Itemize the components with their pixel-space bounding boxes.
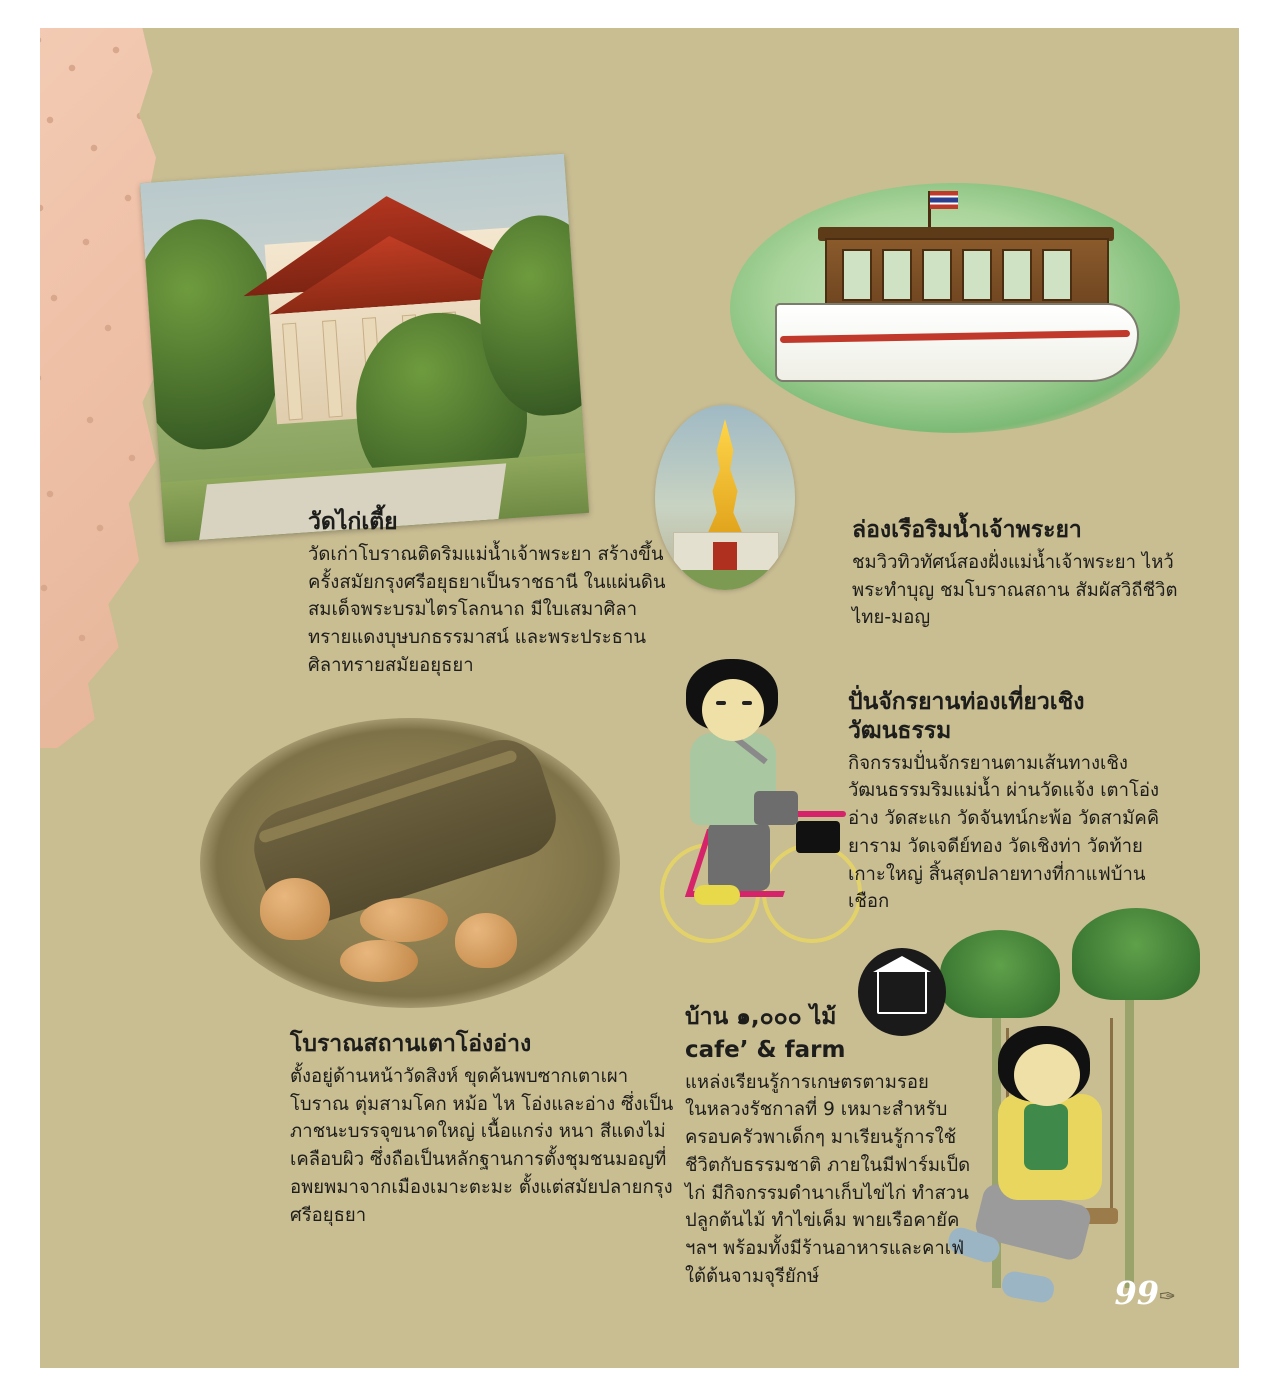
- boat-window: [962, 249, 992, 301]
- pottery-illustration: [200, 718, 620, 1008]
- section-body: ตั้งอยู่ด้านหน้าวัดสิงห์ ขุดค้นพบซากเตาเผาโบราณ ตุ่มสามโคก หม้อ ไห โอ่งและอ่าง ซึ่งเป็นภาชนะบรรจุขนาดใหญ่ เนื้อแกร่ง หนา สีแดงไม่เคลือบผิว ซึ่งถือเป็นหลักฐานการตั้งชุมชนมอญที่อพยพมาจากเมืองเมาะตะมะ ตั้งแต่สมัยปลายกรุงศรีอยุธยา: [290, 1065, 674, 1226]
- boat-window: [882, 249, 912, 301]
- rider-shoe: [694, 885, 740, 905]
- section-body: ชมวิวทิวทัศน์สองฝั่งแม่น้ำเจ้าพระยา ไหว้พระทำบุญ ชมโบราณสถาน สัมผัสวิถีชีวิตไทย-มอญ: [852, 551, 1178, 629]
- page-canvas: [40, 28, 1239, 1368]
- rider-leg: [708, 821, 770, 891]
- section-title: วัดไก่เตี้ย: [308, 509, 398, 535]
- section-body: กิจกรรมปั่นจักรยานตามเส้นทางเชิงวัฒนธรรมริมแม่น้ำ ผ่านวัดแจ้ง เตาโอ่งอ่าง วัดสะแก วัดจันทน์กะพ้อ วัดสามัคคิยาราม วัดเจดีย์ทอง วัดเชิงท่า วัดท้ายเกาะใหญ่ สิ้นสุดปลายทางที่กาแฟบ้านเชือก: [848, 752, 1160, 913]
- section-title-line1: บ้าน ๑,๐๐๐ ไม้: [685, 1004, 837, 1030]
- boat-window: [1002, 249, 1032, 301]
- section-title: ปั่นจักรยานท่องเที่ยวเชิงวัฒนธรรม: [848, 689, 1085, 744]
- section-body: แหล่งเรียนรู้การเกษตรตามรอยในหลวงรัชกาลที่ 9 เหมาะสำหรับครอบครัวพาเด็กๆ มาเรียนรู้การใช้ชีวิตกับธรรมชาติ ภายในมีฟาร์มเป็ด ไก่ มีกิจกรรมดำนาเก็บไข่ไก่ ทำสวนปลูกต้นไม้ ทำไข่เค็ม พายเรือคายัค ฯลฯ พร้อมทั้งมีร้านอาหารและคาเฟ่ใต้ต้นจามจุรียักษ์: [685, 1071, 971, 1287]
- tree-leaves: [1072, 908, 1200, 1000]
- section-title: โบราณสถานเตาโอ่งอ่าง: [290, 1031, 532, 1057]
- section-cultural-cycling: [848, 688, 1178, 916]
- thai-flag-icon: [930, 191, 958, 209]
- shoulder-bag: [754, 791, 798, 825]
- rider-eye: [742, 701, 752, 705]
- girl-shoe: [1000, 1270, 1056, 1305]
- boat-hull: [775, 303, 1139, 382]
- girl-face: [1014, 1044, 1080, 1106]
- section-ancient-kiln: [290, 1030, 680, 1229]
- rider-face: [702, 679, 764, 741]
- boat-window: [922, 249, 952, 301]
- temple-photo: [140, 154, 589, 543]
- section-baan-1000-mai: [685, 1003, 985, 1291]
- section-wat-kai-tia: [308, 508, 668, 680]
- boat-window: [1042, 249, 1072, 301]
- clay-pot: [455, 913, 517, 968]
- page-decoration-icon: ✑: [1159, 1284, 1176, 1308]
- page-number: 99: [1114, 1274, 1159, 1312]
- boat-illustration: [730, 183, 1180, 433]
- cyclist-illustration: [650, 653, 880, 963]
- bicycle-basket: [796, 821, 840, 853]
- swing-rope: [1110, 1018, 1113, 1210]
- photo-grass: [655, 570, 795, 590]
- bicycle-handlebar: [790, 811, 846, 817]
- rider-eye: [716, 701, 726, 705]
- clay-pot: [340, 940, 418, 982]
- clay-pot: [360, 898, 448, 942]
- girl-shirt: [1024, 1104, 1068, 1170]
- boat-window: [842, 249, 872, 301]
- section-title: ล่องเรือริมน้ำเจ้าพระยา: [852, 517, 1082, 543]
- tree-trunk: [1125, 968, 1134, 1288]
- shrine-door: [713, 542, 737, 572]
- section-title-line2: cafe’ & farm: [685, 1036, 846, 1063]
- pagoda-photo: [655, 405, 795, 590]
- section-body: วัดเก่าโบราณติดริมแม่น้ำเจ้าพระยา สร้างขึ้นครั้งสมัยกรุงศรีอยุธยาเป็นราชธานี ในแผ่นดินสมเด็จพระบรมไตรโลกนาถ มีใบเสมาศิลาทรายแดงบุษบกธรรมาสน์ และพระประธานศิลาทรายสมัยอยุธยา: [308, 543, 666, 676]
- clay-pot: [260, 878, 330, 940]
- section-chao-phraya-boat: [852, 516, 1182, 632]
- golden-stupa: [699, 419, 751, 539]
